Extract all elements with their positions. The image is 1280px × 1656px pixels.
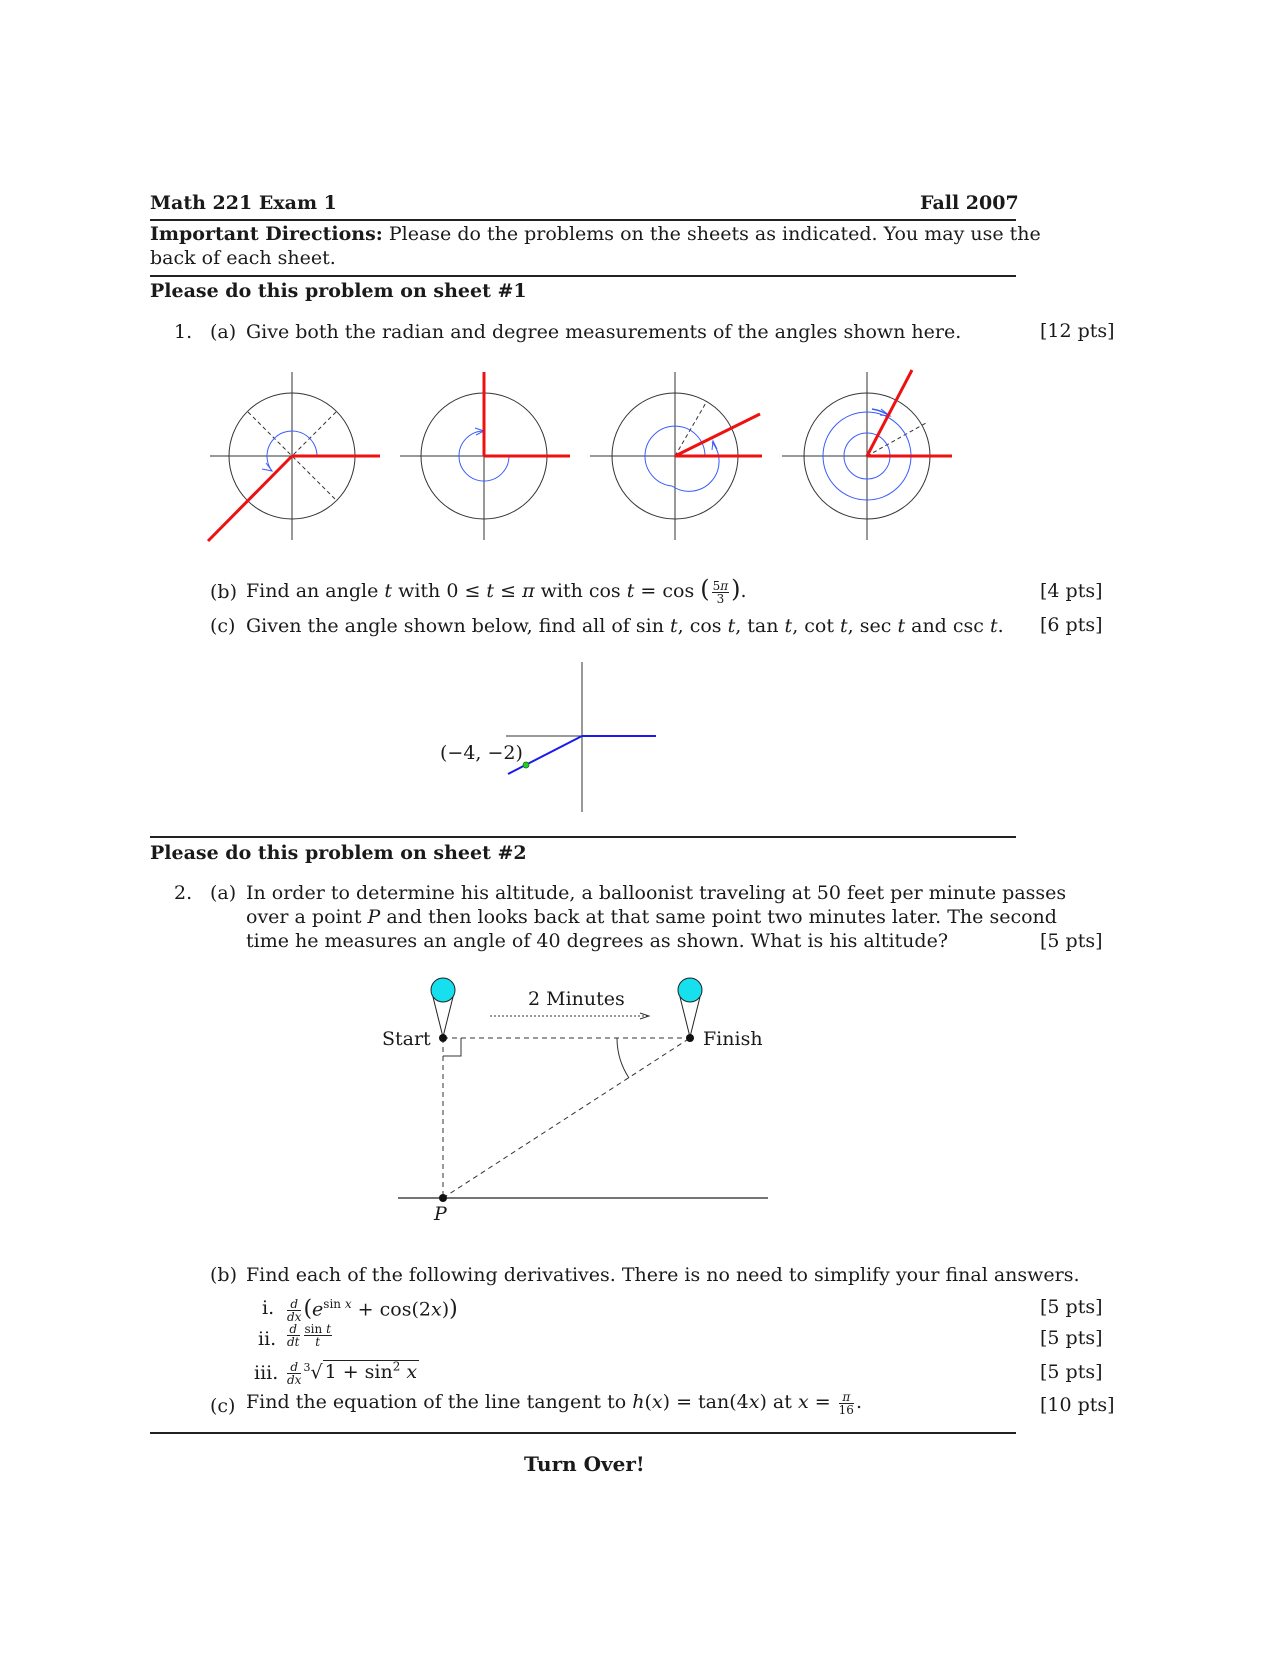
start-balloon [431,978,455,1037]
exam-term: Fall 2007 [920,192,1019,214]
problem1c-points: [6 pts] [1040,614,1103,636]
derivative-ii-points: [5 pts] [1040,1327,1103,1349]
derivative-i-label: i. [262,1297,275,1319]
finish-point [686,1034,694,1042]
p-label: P [434,1203,447,1225]
section1-heading: Please do this problem on sheet #1 [150,280,527,302]
problem2a-line3: time he measures an angle of 40 degrees as shown. What is his altitude? [246,930,949,952]
problem2c-points: [10 pts] [1040,1394,1115,1416]
derivative-i-points: [5 pts] [1040,1296,1103,1318]
derivative-iii-label: iii. [254,1362,279,1384]
start-point [439,1034,447,1042]
finish-label: Finish [703,1028,763,1050]
diagonal-sightline [443,1038,690,1198]
section2-heading: Please do this problem on sheet #2 [150,842,527,864]
directions-label: Important Directions: [150,223,383,245]
problem2-number: 2. [174,882,193,904]
derivative-iii-points: [5 pts] [1040,1361,1103,1383]
problem2a-label: (a) [210,882,237,904]
finish-balloon [678,978,702,1037]
time-label: 2 Minutes [528,988,625,1010]
problem2c-label: (c) [210,1395,236,1417]
problem2b-text: Find each of the following derivatives. There is no need to simplify your final answers. [246,1264,1080,1286]
turn-over: Turn Over! [524,1452,645,1476]
problem1b-points: [4 pts] [1040,580,1103,602]
problem1a-text: Give both the radian and degree measurements of the angles shown here. [246,321,962,343]
problem2a-line2: over a point P and then looks back at that same point two minutes later. The second [246,906,1057,928]
problem1c-label: (c) [210,615,236,637]
directions-line2: back of each sheet. [150,247,336,269]
derivative-i-expr: $\frac{d}{dx}$ $(e^{sin x} + \cos(2x))$ [287,1296,458,1324]
footer-rule [150,1432,1016,1434]
problem1b-label: (b) [210,581,237,603]
derivative-iii-expr: $\frac{d}{dx}$ $^3$√ $1 + \sin^2 x$ [287,1359,418,1387]
point-p [439,1194,447,1202]
problem1b-text: Find an angle t with 0 ≤ t ≤ π with cos t = cos ( $\frac{5\pi}{3}$ ). [246,575,747,606]
problem2a-points: [5 pts] [1040,930,1103,952]
point-label: (−4, −2) [440,742,523,764]
directions-line1: Please do the problems on the sheets as indicated. You may use the [388,223,1041,245]
course-title: Math 221 Exam 1 [150,192,337,214]
derivative-ii-expr: $\frac{d}{dt}$ $\frac{\text{sin t}}{t}$ [287,1321,331,1349]
problem1a-points: [12 pts] [1040,320,1115,342]
derivative-ii-label: ii. [258,1328,277,1350]
problem2b-label: (b) [210,1264,237,1286]
start-label: Start [382,1028,431,1050]
problem2c-text: Find the equation of the line tangent to h(x) = tan(4x) at x = $\frac{\pi}{16}$ . [246,1389,862,1417]
problem2a-line1: In order to determine his altitude, a balloonist traveling at 50 feet per minute passes [246,882,1067,904]
problem1-number: 1. [174,321,193,343]
problem1c-text: Given the angle shown below, find all of sin t, cos t, tan t, cot t, sec t and csc t. [246,615,1004,637]
angle-arc [617,1038,629,1078]
problem1a-label: (a) [210,321,237,343]
